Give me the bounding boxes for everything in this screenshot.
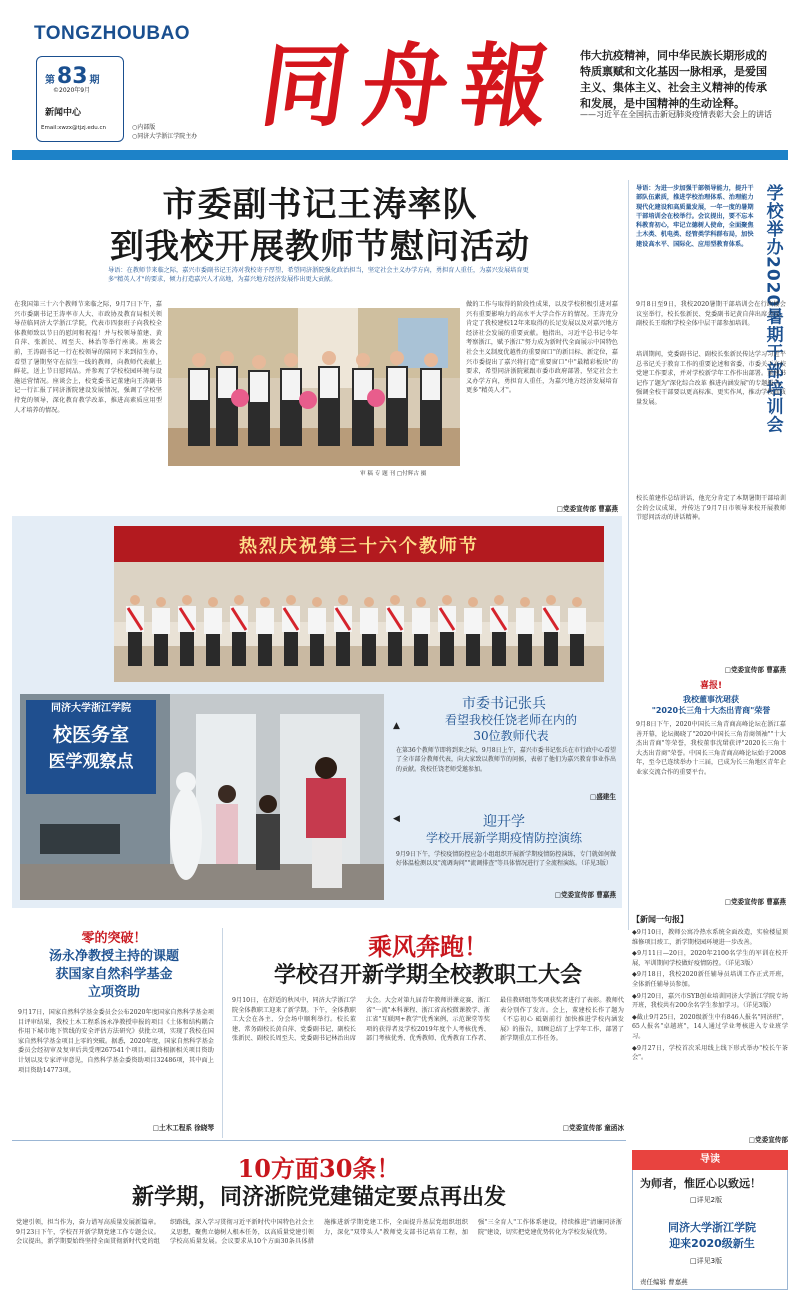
story1-title-3: 30位教师代表 [473,729,549,743]
training-body-3: 校长董建作总结讲话，他充分肯定了本期暑期干部培训会的会议成果，并传达了9月7日市领导来校开展教师节慰问活动的讲话精神。 [636,495,786,522]
brief-item: ◆9月27日，学校首次采用线上线下形式举办"校长午茶会"。 [632,1044,788,1062]
brief-item: ◆9月20日，嘉兴市SYB创业培训同济大学浙江学院专场开班，我校共有200余名学生参加学习。（详见3版） [632,992,788,1010]
brand-english: TONGZHOUBAO [34,23,191,44]
clinic-sign-line1: 同济大学浙江学院 [51,703,131,714]
lead-headline-line2: 到我校开展教师节慰问活动 [110,227,530,267]
guide-item-1[interactable]: 为师者，惟匠心以致远！ [640,1177,761,1190]
guide-item-2-ref: □详见3版 [690,1257,723,1265]
issue-suffix: 期 [89,75,100,86]
staff-meeting-body: 9月10日，在舒适的秋风中，同济大学浙江学院全体教职工迎来了新学期。下午，全体教职工大会在各主、分会场中顺利举行。校长董建、常务副校长黄自萍、党委副书记、副校长张新民、副校长周至夫、党委副书记林治出席大会。大会对第九届青年教师讲课竞赛、浙江省"一流"本科课程、浙江省高校微课教学、浙江省"互联网+教学"优秀案例，示范课堂等奖项的获得者及学校2019年度个人考核优秀、部门考核优秀、优秀教师、优秀教育工作者、最佳教研组等奖项获奖者进行了表彰。教师代表分别作了发言。会上，董建校长作了题为《不忘初心 砥砺前行 加快推进学校内涵发展》的报告，回顾总结了上学年工作，部署了新学期重点工作任务。 [232,997,624,1043]
brief-list [632,928,788,1136]
brief-item: ◆截止9月25日，2020级新生中有846人报名"同济班"，65人报名"卓越班"，14人通过学业考核进入专业班学习。 [632,1013,788,1041]
masthead-divider [12,150,788,160]
lead-photo [168,308,460,466]
training-vertical-title: 学校举办2020暑期干部培训会 [762,184,783,434]
guide-label: 导读 [700,1154,720,1165]
issue-prefix: 第 [45,75,55,86]
nsfc-byline: □土木工程系 徐晓琴 [152,1124,214,1132]
training-body-2: 培训期间，党委副书记、副校长张新民传达学习习近平总书记关于教育工作的重要论述和省委、市委关于高校党建工作要求，并对学校新学年工作作出部署。董建书记作了题为"深化综合改革 推进内涵发展"的专题报告，强调全校干部要以更高标准、更实作风，推动学校高质量发展。 [636,351,786,407]
email-address[interactable]: Email:xwzx@tjzj.edu.cn [41,125,106,131]
story2-title-2: 学校开展新学期疫情防控演练 [425,831,582,845]
party-building-title-1: 10方面30条！ [237,1154,401,1183]
story2-marker: ◀ [393,814,400,824]
lead-intro: 导语：在教师节来临之际，嘉兴市委副书记王涛对我校寄予厚望，希望同济浙院强化政治担当，坚定社会主义办学方向，勇担育人重任，为嘉兴发展培育更多"精英人才"的要求，倾力打造嘉兴人才高地，为嘉兴地方经济发展作出更大贡献。 [108,267,529,284]
editor-credit: 责任编辑 曹嘉燕 [640,1278,688,1286]
party-building-title-2: 新学期，同济浙院党建锚定要点再出发 [131,1184,506,1210]
masthead-quote-source: ——习近平在全国抗击新冠肺炎疫情表彰大会上的讲话 [580,110,772,119]
staff-meeting-title-2: 学校召开新学期全校教职工大会 [273,962,582,988]
logo-info-1: ○内部版 [132,124,156,131]
brief-item: ◆9月10日，教师公寓冷热水系统全面改造，实验楼屋顶维修项目竣工，新学期校园环境进一步改善。 [632,929,788,946]
lead-body-right: 做的工作与取得的阶段性成果，以及学校积极引进对嘉兴有重要影响力的高水平大学合作方的情况。王涛充分肯定了我校建校12年来取得的长足发展以及对嘉兴地方经济社会发展的重要贡献。他指出，习近平总书记今年考察浙江，赋予浙江"努力成为新时代全面展示中国特色社会主义制度优越性的重要窗口"的新目标、新定位，嘉兴市委提出了嘉兴将打造"重要窗口"中"最精彩板块"的要求，希望同济浙院紧跟市委市政府部署，坚定社会主义办学方向，勇担育人重任，为嘉兴地方经济发展培育更多"精英人才"。 [466,301,618,395]
award-title-2: "2020长三角十大杰出青商"荣誉 [651,706,771,715]
bottom-divider [12,1140,626,1141]
staff-meeting-title-1: 乘风奔跑！ [368,932,488,961]
lead-photo-illustration [168,308,460,466]
award-text: 9月8日下午，2020中国长三角青商高峰论坛在浙江嘉善开幕，论坛揭晓了"2020中国长三角青商领袖""十大杰出青商"等荣誉，我校董事沈珺获评"2020长三角十大杰出青商"荣誉。中国长三角青商高峰论坛始于2008年，至今已连续举办十三届，已成为长三角地区青年企业家交流合作的重要平台。 [636,721,786,777]
training-intro: 导语：为进一步加强干部领导能力，提升干部队伍素质，推进学校治理体系、治理能力现代化建设和高质量发展，一年一度的暑期干部培训会在校举行。会议提出，要不忘本科教育初心，牢记立德树人使命，全面聚焦土木类、机电类、经管类学科群布局，加快建设高水平、国际化、应用型教育体系。 [636,185,754,248]
right-column-divider [628,180,629,930]
masthead-quote: 伟大抗疫精神，同中华民族长期形成的特质禀赋和文化基因一脉相承，是爱国主义、集体主义、社会主义精神的传承和发展，是中国精神的生动诠释。 [580,49,767,110]
logo-info-2: ○同济大学浙江学院主办 [132,133,198,140]
newspaper-logo: 同舟報 [254,33,570,140]
brief-byline: □党委宣传部 [748,1136,788,1144]
nsfc-title-4: 立项资助 [87,985,140,1000]
clinic-sign-line3: 医学观察点 [48,752,134,772]
story1-marker: ▲ [393,721,400,731]
lead-byline: □党委宣传部 曹嘉燕 [556,505,618,513]
teachers-day-photo [114,526,604,682]
mailbox-label: 新闻中心 [45,108,82,118]
issue-number: 83 [56,64,88,89]
award-title-1: 我校董事沈珺获 [683,695,739,704]
party-building-body: 党建引领，担当作为，奋力谱写高质量发展新篇章。9月23日下午，学校召开新学期党建工作专题会议。会议提出，新学期要始终坚持全面贯彻新时代党的组织路线，深入学习贯彻习近平新时代中国特色社会主义思想，聚焦立德树人根本任务，以高质量党建引领学校高质量发展。会议要求从10个方面30条具体措施推进新学期党建工作，全面提升基层党组织组织力，深化"双带头人"教师党支部书记培育工程，加强"三全育人"工作体系建设，持续推进"清廉同济浙院"建设，切实把党建优势转化为学校发展优势。 [16,1219,622,1246]
lead-headline-line1: 市委副书记王涛率队 [162,185,478,225]
brief-title: 【新闻一句报】 [632,915,688,924]
lower-left-divider [222,928,223,1138]
teachers-day-banner: 热烈庆祝第三十六个教师节 [239,536,479,557]
issue-box [36,56,124,142]
nsfc-body: 9月17日，国家自然科学基金委员会公布2020年度国家自然科学基金项目评审结果，我校土木工程系汤永净教授申报的项目《土体和结构耦合作用下城市地下管线的安全评估方法研究》获批立项，实现了我校在国家自然科学基金项目上零的突破。据悉，2020年度，国家自然科学基金委员会经初审及复审后共受理267541个项目。最终根据相关项目资助计划以及专家评审意见，自然科学基金委资助项目32486项，其中面上项目资助14773项。 [18,1009,214,1074]
nsfc-title-3: 获国家自然科学基金 [55,967,173,982]
clinic-sign-line2: 校医务室 [52,724,129,746]
guide-item-2-line1[interactable]: 同济大学浙江学院 [668,1221,756,1234]
lead-photo-caption: 审 稿 专 题 刊 □付辉古 摄 [360,471,427,477]
lead-body-left: 在我国第三十六个教师节来临之际，9月7日下午，嘉兴市委副书记王涛率市人大、市政协及教育局相关领导莅临同济大学浙江学院，代表市四套班子向我校全体教师致以节日的慰问和祝福！并与校领导董建、黄自萍、张新民、周至夫、林治等举行座谈。座谈会前，王涛副书记一行在校领导的陪同下来到招生办，看望了暑期坚守在招生一线的教师，向教师代表献上鲜花，送上节日慰问品。并参观了学校校园环境与设施运营情况。座谈会上，校党委书记董建向王涛副书记一行汇报了同济浙院建设发展情况，强调了学校坚持党的领导，深化教育教学改革，推进高素质应用型人才培养的情况。 [14,301,162,414]
story1-text: 在第36个教师节即将到来之际，9月8日上午，嘉兴市委书记张兵在市行政中心看望了全市部分教师代表，向大家致以教师节的问候，表彰了他们为嘉兴教育事业作出的贡献。我校任饶老师受邀参加。 [396,747,616,773]
issue-date: ©2020年9月 [53,87,91,94]
brief-item: ◆9月18日，我校2020新任辅导员培训工作正式开班，全体新任辅导员参加。 [632,971,788,989]
story1-title-2: 看望我校任饶老师在内的 [444,713,577,727]
nsfc-title-1: 零的突破！ [81,931,147,946]
training-body-1: 9月8日至9日，我校2020暑期干部培训会在行政楼会议室举行，校长张新民、党委副书记黄自萍出席会议，副校长王瑞和学校全体中层干部参加培训。 [636,301,786,328]
story2-text: 9月9日下午，学校疫情防控应急小组组织开展新学期疫情防控演练，专门就如何做好体温检测以及"流调询问""流调排查"等具体情况进行了全流程演练。（详见3版） [396,851,616,868]
award-byline: □党委宣传部 曹嘉燕 [724,898,786,906]
nsfc-title-2: 汤永净教授主持的课题 [48,949,179,964]
guide-item-1-ref: □详见2版 [690,1196,723,1204]
training-byline: □党委宣传部 曹嘉燕 [724,666,786,674]
brief-item: ◆9月11日—20日，2020年2100名学生的军训在校开展，军训期间学校做好疫情防控。（详见3版） [632,950,788,967]
story1-byline: □盛建生 [589,793,616,801]
kudos-label: 喜报! [699,681,723,691]
story2-title-1: 迎开学 [483,814,525,830]
staff-meeting-byline: □党委宣传部 童函冰 [562,1124,624,1132]
clinic-photo [20,694,384,900]
story1-title-1: 市委书记张兵 [462,696,546,712]
guide-item-2-line2[interactable]: 迎来2020级新生 [669,1237,755,1250]
story2-byline: □党委宣传部 曹嘉燕 [554,891,616,899]
